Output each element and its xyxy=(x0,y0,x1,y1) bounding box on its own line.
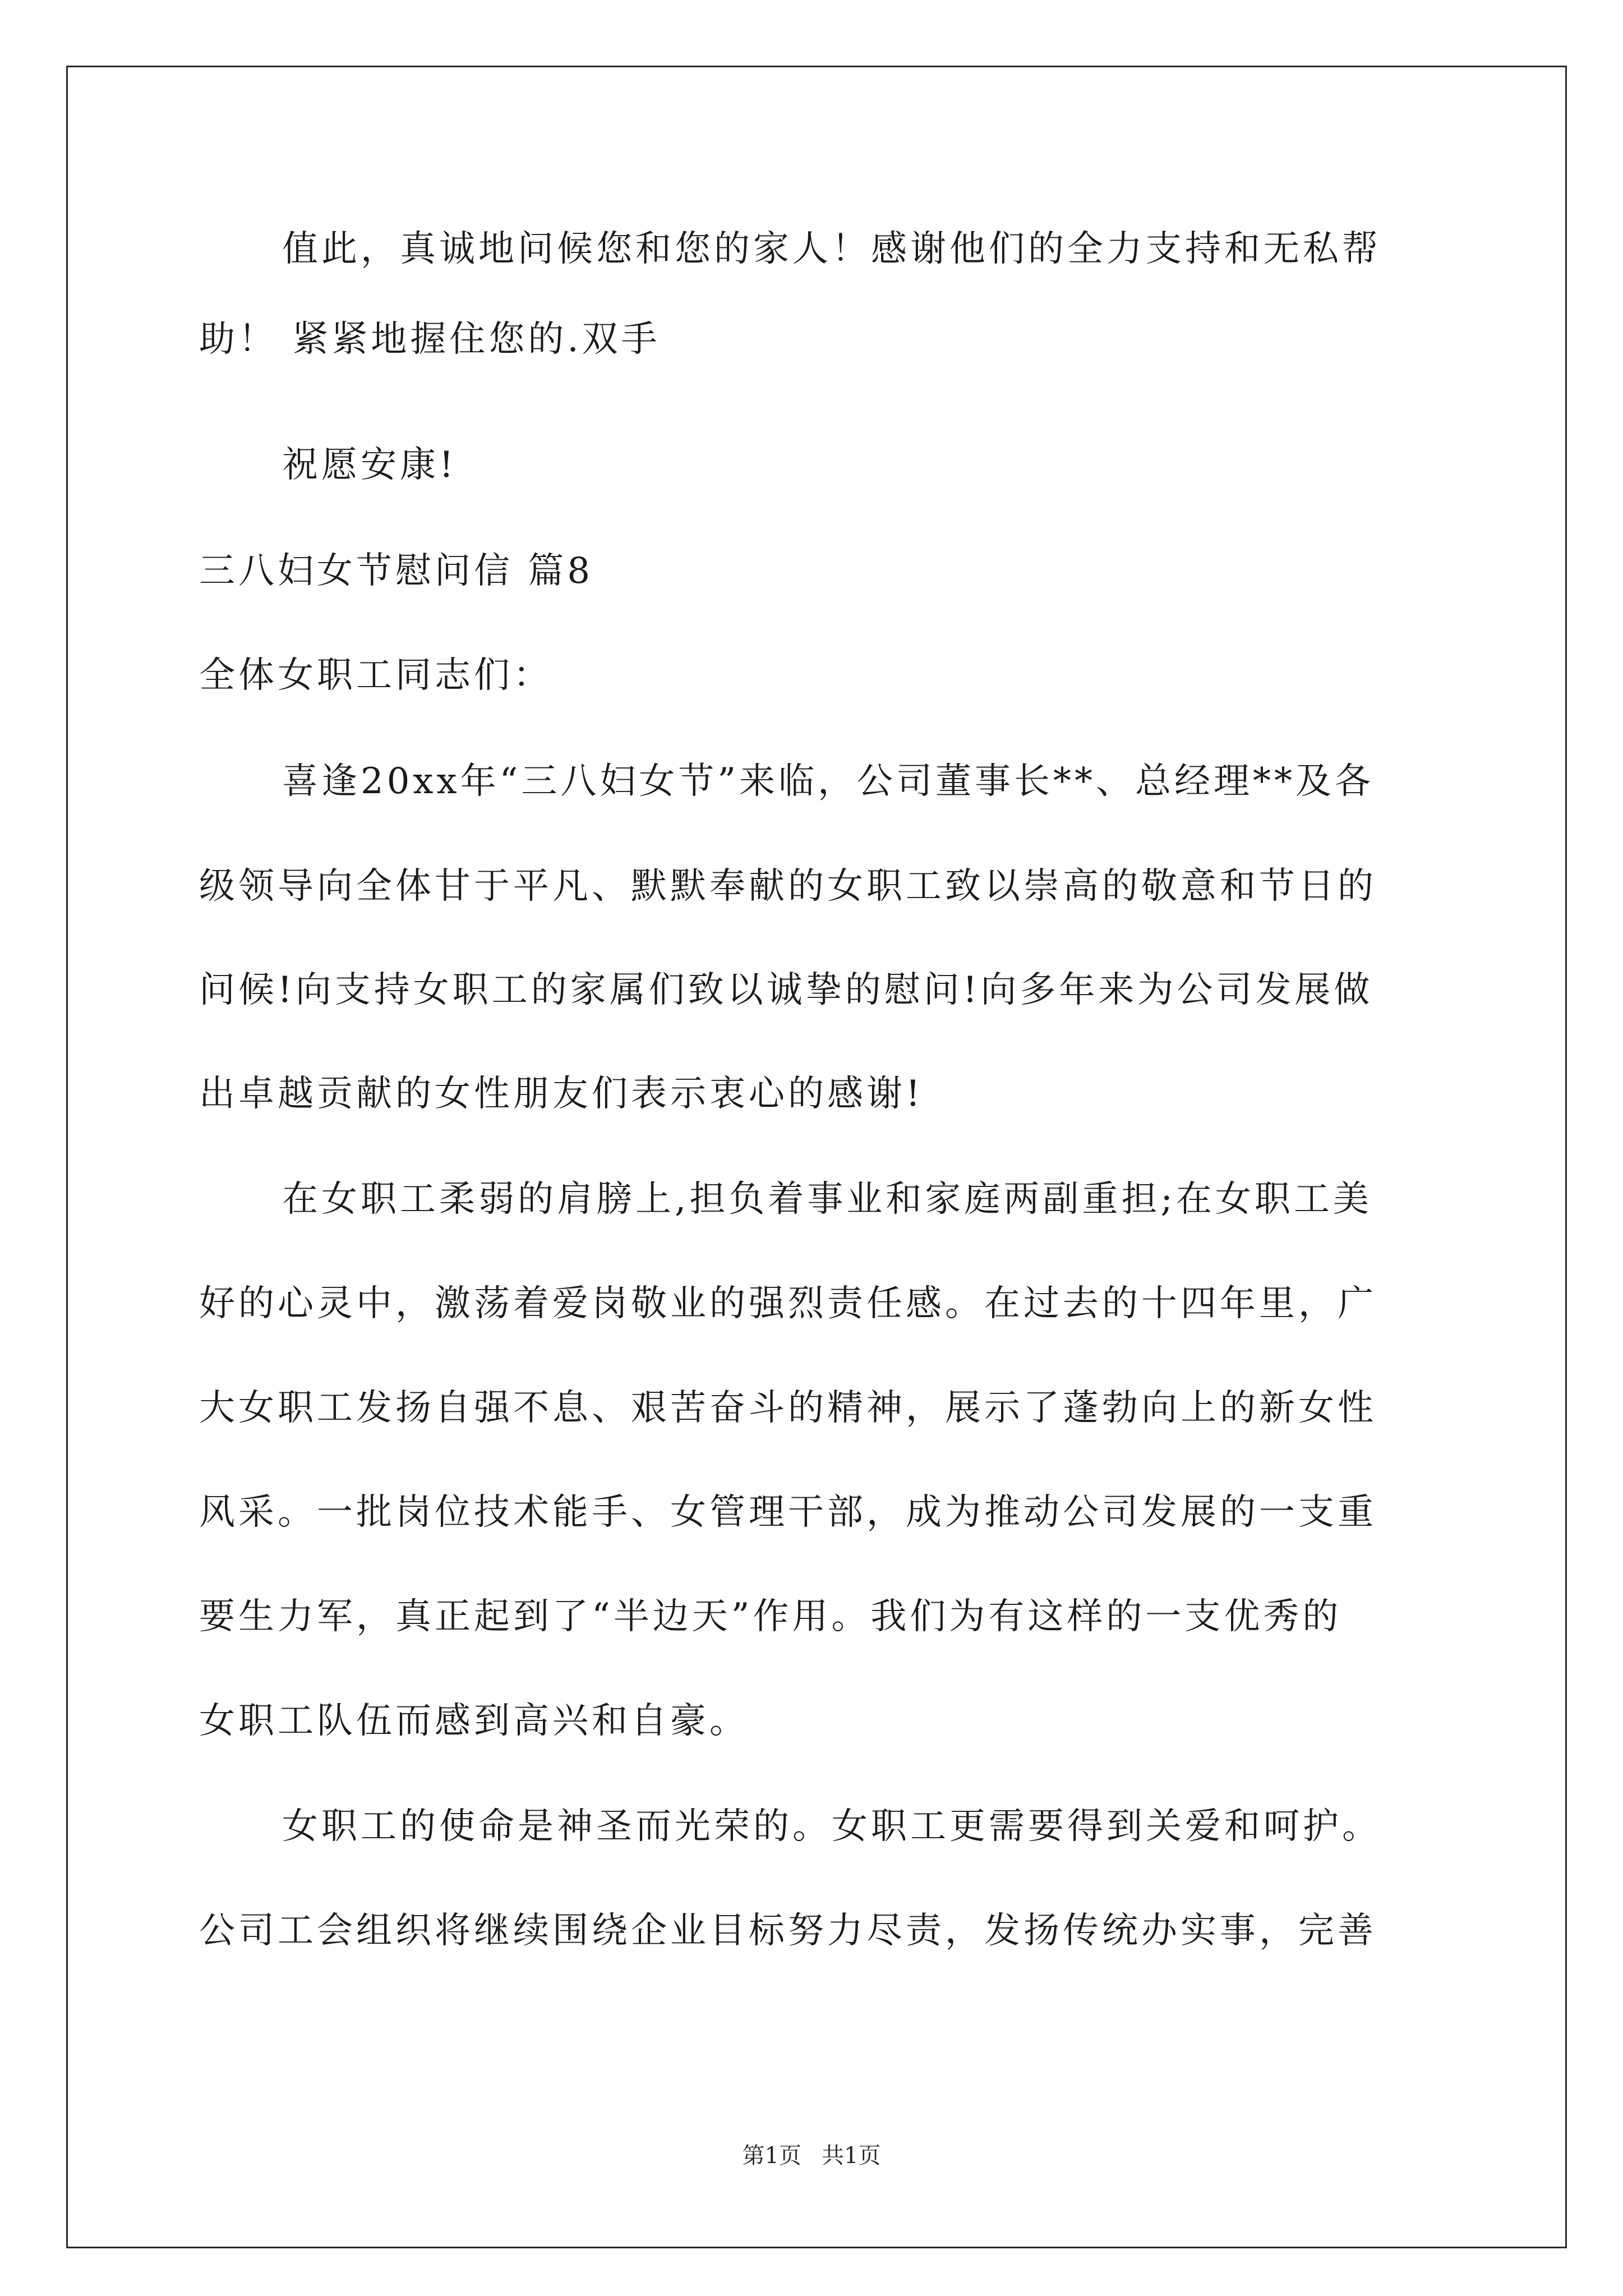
page-number-total: 共1页 xyxy=(822,2143,881,2169)
paragraph-line: 级领导向全体甘于平凡、默默奉献的女职工致以崇高的敬意和节日的 xyxy=(199,866,1377,907)
page-footer xyxy=(0,2142,1623,2170)
paragraph-line: 风采。一批岗位技术能手、女管理干部，成为推动公司发展的一支重 xyxy=(199,1492,1377,1533)
paragraph-line: 要生力军，真正起到了“半边天”作用。我们为有这样的一支优秀的 xyxy=(199,1596,1342,1637)
paragraph-line: 问候!向支持女职工的家属们致以诚挚的慰问!向多年来为公司发展做 xyxy=(199,969,1373,1011)
section-heading: 三八妇女节慰问信 篇8 xyxy=(199,550,594,592)
paragraph-line: 在女职工柔弱的肩膀上,担负着事业和家庭两副重担;在女职工美 xyxy=(282,1179,1372,1220)
paragraph-line: 公司工会组织将继续围绕企业目标努力尽责，发扬传统办实事，完善 xyxy=(199,1910,1377,1952)
paragraph-line: 喜逢20xx年“三八妇女节”来临，公司董事长**、总经理**及各 xyxy=(282,761,1375,802)
paragraph-line: 祝愿安康! xyxy=(282,444,457,486)
paragraph-line: 女职工的使命是神圣而光荣的。女职工更需要得到关爱和呵护。 xyxy=(282,1806,1381,1847)
paragraph-line: 女职工队伍而感到高兴和自豪。 xyxy=(199,1700,749,1742)
paragraph-line: 助！ 紧紧地握住您的.双手 xyxy=(199,319,661,360)
paragraph-line: 大女职工发扬自强不息、艰苦奋斗的精神，展示了蓬勃向上的新女性 xyxy=(199,1387,1377,1429)
paragraph-line: 好的心灵中，激荡着爱岗敬业的强烈责任感。在过去的十四年里，广 xyxy=(199,1283,1377,1324)
salutation: 全体女职工同志们： xyxy=(199,655,552,696)
paragraph-line: 出卓越贡献的女性朋友们表示衷心的感谢! xyxy=(199,1073,924,1115)
page-number-current: 第1页 xyxy=(742,2143,801,2169)
paragraph-line: 值此，真诚地问候您和您的家人！感谢他们的全力支持和无私帮 xyxy=(282,228,1381,270)
